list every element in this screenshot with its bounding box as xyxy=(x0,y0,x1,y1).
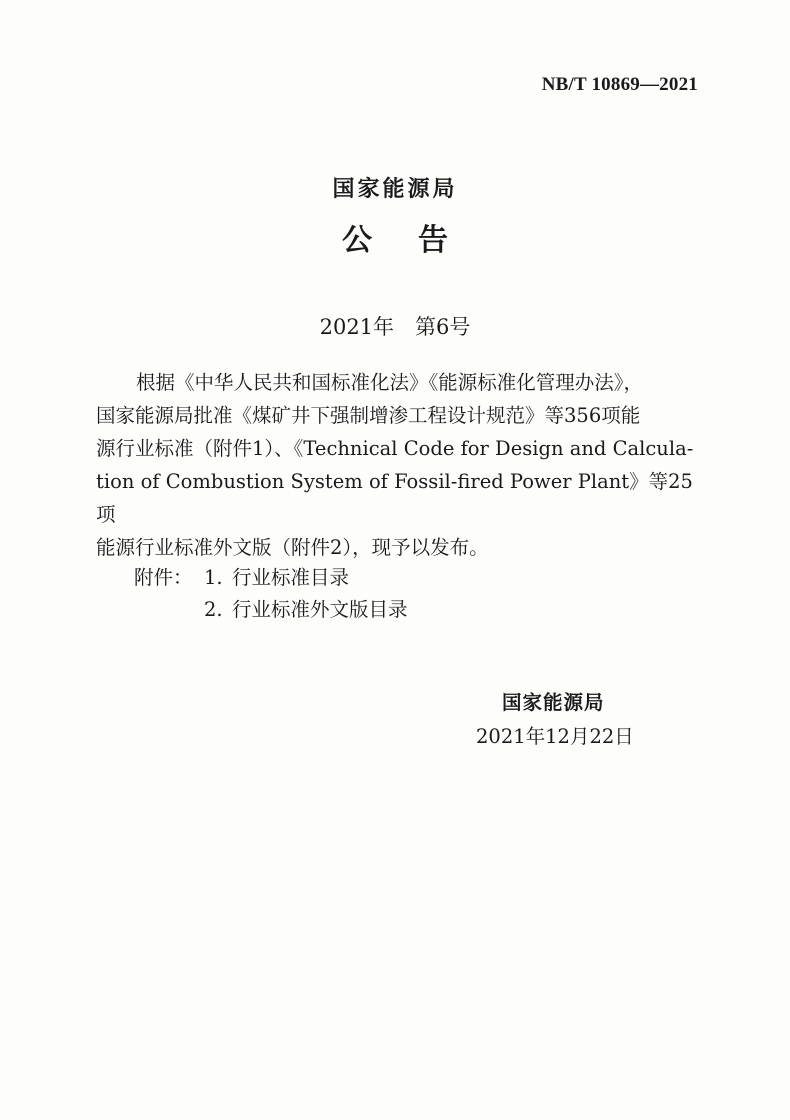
attachments-list xyxy=(134,562,408,626)
attachment-text: 行业标准目录 xyxy=(232,566,350,589)
notice-title: 公告 xyxy=(342,223,494,258)
signature-date: 2021年12月22日 xyxy=(476,725,634,748)
notice-body xyxy=(96,366,708,564)
attachment-item xyxy=(134,562,408,594)
notice-number: 2021年 第6号 xyxy=(319,315,471,339)
attachment-text: 行业标准外文版目录 xyxy=(232,598,408,621)
signature-org: 国家能源局 xyxy=(502,691,605,714)
body-line: 根据《中华人民共和国标准化法》《能源标准化管理办法》， xyxy=(136,371,644,394)
body-line: tion of Combustion System of Fossil-fired Power Plant》等25项 xyxy=(96,470,693,526)
attachments-label: 附件： xyxy=(134,566,193,589)
attachment-number: 2. xyxy=(204,598,223,621)
body-line: 国家能源局批准《煤矿井下强制增渗工程设计规范》等356项能 xyxy=(96,404,641,427)
body-line: 源行业标准（附件1）、《Technical Code for Design and Calcula- xyxy=(96,437,694,460)
attachment-item xyxy=(134,594,408,626)
attachment-number: 1. xyxy=(204,566,223,589)
notice-issuer: 国家能源局 xyxy=(332,177,458,202)
body-line: 能源行业标准外文版（附件2），现予以发布。 xyxy=(96,536,489,559)
signature-block xyxy=(476,686,634,754)
standard-number: NB/T 10869—2021 xyxy=(541,74,698,95)
